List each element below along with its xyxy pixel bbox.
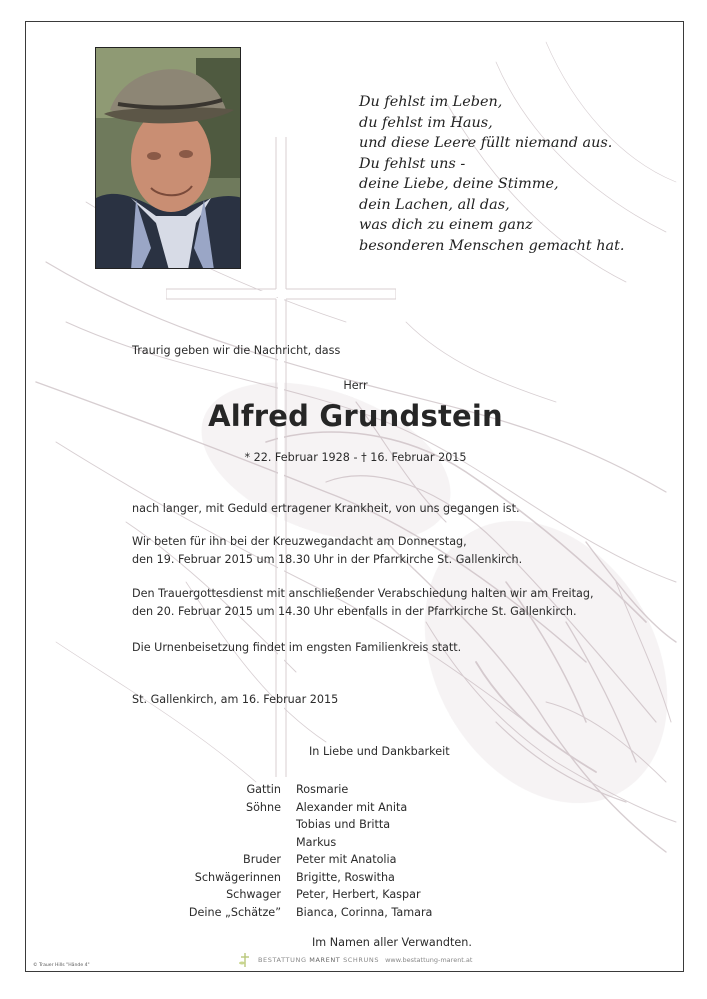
mourner-row	[176, 799, 432, 817]
mourner-names: Bianca, Corinna, Tamara	[296, 905, 433, 919]
passing-statement: nach langer, mit Geduld ertragener Krankheit, von uns gegangen ist.	[132, 502, 520, 515]
poem-line: Du fehlst im Leben,	[359, 94, 503, 110]
prayer-line: den 19. Februar 2015 um 18.30 Uhr in der Pfarrkirche St. Gallenkirch.	[132, 552, 523, 566]
poem-line: was dich zu einem ganz	[359, 217, 533, 233]
mourner-row	[176, 816, 432, 834]
notice-intro: Traurig geben wir die Nachricht, dass	[132, 344, 341, 357]
poem-line: du fehlst im Haus,	[359, 114, 493, 131]
mourner-row	[176, 886, 432, 904]
mourner-row	[176, 781, 432, 799]
mourner-relation: Schwager	[226, 888, 281, 901]
mourner-relation: Söhne	[245, 800, 281, 814]
mourner-names: Peter mit Anatolia	[296, 853, 397, 866]
poem-line: dein Lachen, all das,	[359, 196, 510, 213]
brand-place: SCHRUNS	[343, 956, 380, 964]
obituary-frame	[25, 21, 684, 972]
mourner-row	[176, 851, 432, 869]
prayer-line: Wir beten für ihn bei der Kreuzwegandacht am Donnerstag,	[132, 535, 467, 548]
poem-line: deine Liebe, deine Stimme,	[359, 176, 559, 192]
deceased-name: Alfred Grundstein	[208, 399, 503, 433]
funeral-home-website: www.bestattung-marent.at	[385, 956, 473, 964]
service-line: den 20. Februar 2015 um 14.30 Uhr ebenfalls in der Pfarrkirche St. Gallenkirch.	[132, 604, 577, 618]
life-dates: * 22. Februar 1928 - † 16. Februar 2015	[244, 451, 467, 464]
mourner-names: Peter, Herbert, Kaspar	[296, 888, 421, 901]
leaf-cross-icon	[238, 952, 252, 968]
brand-prefix: BESTATTUNG	[258, 956, 307, 964]
mourner-names: Rosmarie	[296, 783, 349, 796]
mourner-row	[176, 904, 432, 922]
funeral-home-footer	[238, 952, 472, 968]
mourner-names: Markus	[296, 835, 337, 849]
brand-name: MARENT	[309, 956, 341, 964]
poem-line: Du fehlst uns -	[359, 155, 466, 172]
mourner-names: Alexander mit Anita	[296, 800, 408, 814]
funeral-home-brand	[258, 956, 379, 964]
poem-line: besonderen Menschen gemacht hat.	[359, 237, 625, 254]
closing-line: Im Namen aller Verwandten.	[312, 936, 472, 949]
burial-statement: Die Urnenbeisetzung findet im engsten Familienkreis statt.	[132, 641, 462, 654]
memorial-poem	[359, 92, 659, 256]
artwork-credit: © Trauer Hills "Hände 4"	[33, 963, 90, 968]
mourner-row	[176, 834, 432, 852]
mourner-relation: Deine „Schätze”	[188, 905, 281, 919]
mourners-list	[176, 781, 432, 921]
mourner-row	[176, 869, 432, 887]
place-and-date: St. Gallenkirch, am 16. Februar 2015	[132, 693, 339, 706]
funeral-service-announcement	[132, 585, 594, 620]
mourner-relation: Gattin	[246, 783, 281, 796]
mourner-names: Brigitte, Roswitha	[296, 870, 395, 884]
salutation: Herr	[343, 379, 368, 392]
mourner-names: Tobias und Britta	[296, 818, 391, 831]
mourners-heading: In Liebe und Dankbarkeit	[309, 745, 450, 758]
poem-line: und diese Leere füllt niemand aus.	[359, 135, 613, 151]
service-line: Den Trauergottesdienst mit anschließender Verabschiedung halten wir am Freitag,	[132, 587, 594, 600]
mourner-relation: Schwägerinnen	[194, 870, 281, 884]
mourner-relation: Bruder	[243, 853, 281, 866]
prayer-announcement	[132, 533, 522, 568]
